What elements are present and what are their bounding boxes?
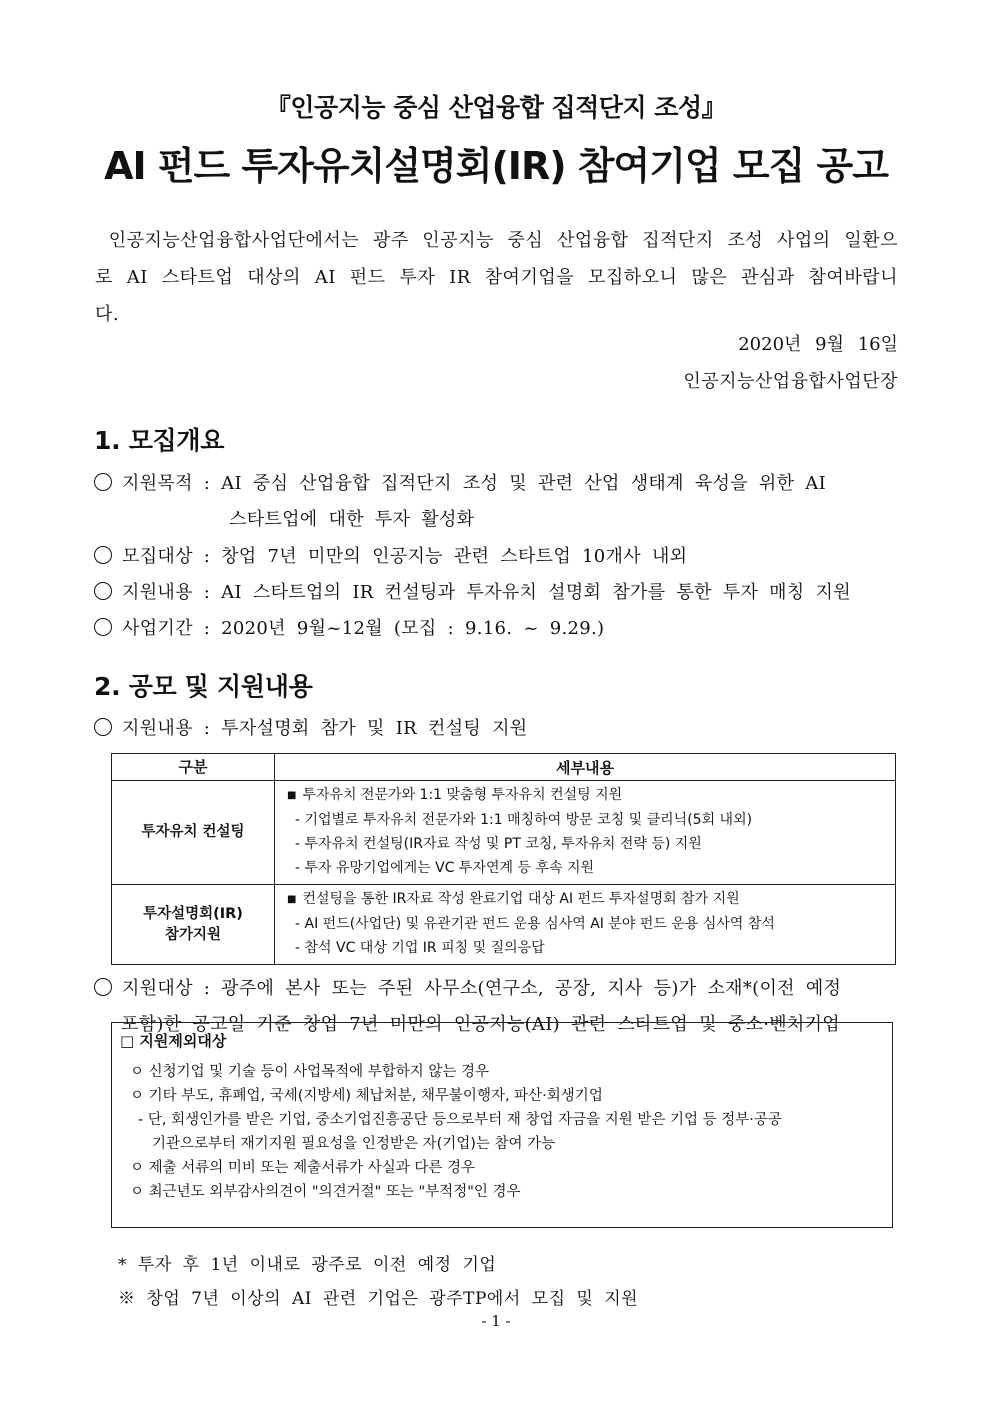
table-header-category: 구분 (112, 754, 275, 781)
table-cell-details (275, 781, 896, 885)
circle-bullet-icon (94, 582, 112, 600)
circle-bullet-icon (94, 546, 112, 564)
detail-line: - 투자 유망기업에게는 VC 투자연계 등 후속 지원 (295, 860, 594, 876)
section-2-heading: 2. 공모 및 지원내용 (94, 672, 313, 701)
detail-line: ■ 투자유치 전문가와 1:1 맞춤형 투자유치 컨설팅 지원 (287, 787, 623, 803)
issuer-name: 인공지능산업융합사업단장 (683, 371, 898, 392)
footnote: * 투자 후 1년 이내로 광주로 이전 예정 기업 (118, 1255, 497, 1275)
detail-line: ■ 컨설팅을 통한 IR자료 작성 완료기업 대상 AI 펀드 투자설명회 참가 지원 (287, 891, 740, 907)
list-item: 지원내용 : 투자설명회 참가 및 IR 컨설팅 지원 (94, 714, 899, 740)
category-line: 참가지원 (164, 926, 222, 943)
document-subtitle: 『인공지능 중심 산업융합 집적단지 조성』 (265, 93, 727, 122)
exclusion-title: □ 지원제외대상 (120, 1032, 227, 1050)
list-item: 지원목적 : AI 중심 산업융합 집적단지 조성 및 관련 산업 생태계 육성을 위한 AI (94, 469, 899, 495)
detail-line: - AI 펀드(사업단) 및 유관기관 펀드 운용 심사역 AI 분야 펀드 운용 심사역 참석 (295, 916, 775, 932)
detail-line: - 기업별로 투자유치 전문가와 1:1 매칭하여 방문 코칭 및 클리닉(5회 내외) (295, 812, 753, 828)
page-number: - 1 - (481, 1312, 511, 1330)
exclusion-line: - 단, 회생인가를 받은 기업, 중소기업진흥공단 등으로부터 재 창업 자금을 지원 받은 기업 등 정부·공공 (138, 1112, 782, 1128)
table-cell-details (275, 885, 896, 965)
list-item: 모집대상 : 창업 7년 미만의 인공지능 관련 스타트업 10개사 내외 (94, 542, 899, 568)
square-bullet-icon: ■ (287, 894, 297, 905)
exclusion-line: 기관으로부터 재기지원 필요성을 인정받은 자(기업)는 참여 가능 (152, 1136, 556, 1152)
exclusion-line: ㅇ 신청기업 및 기술 등이 사업목적에 부합하지 않는 경우 (130, 1064, 490, 1080)
document-title: AI 펀드 투자유치설명회(IR) 참여기업 모집 공고 (104, 144, 888, 188)
announcement-date: 2020년 9월 16일 (738, 334, 898, 355)
intro-paragraph: 인공지능산업융합사업단에서는 광주 인공지능 중심 산업융합 집적단지 조성 사업의 일환으로 AI 스타트업 대상의 AI 펀드 투자 IR 참여기업을 모집하오니 많은 관심과 참여바랍니다. (95, 230, 898, 325)
footnote: ※ 창업 7년 이상의 AI 관련 기업은 광주TP에서 모집 및 지원 (118, 1289, 639, 1309)
list-item: 사업기간 : 2020년 9월~12월 (모집 : 9.16. ~ 9.29.) (94, 614, 899, 640)
exclusion-line: ㅇ 기타 부도, 휴폐업, 국세(지방세) 체납처분, 채무불이행자, 파산·회생기업 (130, 1088, 603, 1104)
circle-bullet-icon (94, 618, 112, 636)
table-header-details: 세부내용 (275, 754, 896, 781)
list-item-continuation: 포함)한 공고일 기준 창업 7년 미만의 인공지능(AI) 관련 스타트업 및 중소·벤처기업 (121, 1014, 840, 1035)
table-header-row (112, 754, 896, 781)
category-line: 투자설명회(IR) (143, 905, 243, 922)
circle-bullet-icon (94, 718, 112, 736)
detail-line: - 투자유치 컨설팅(IR자료 작성 및 PT 코칭, 투자유치 전략 등) 지원 (295, 836, 702, 852)
exclusion-box (111, 1022, 893, 1228)
table-cell-category (112, 885, 275, 965)
detail-line: - 참석 VC 대상 기업 IR 피칭 및 질의응답 (295, 940, 545, 956)
list-item-continuation: 스타트업에 대한 투자 활성화 (229, 509, 475, 530)
table-cell-category: 투자유치 컨설팅 (112, 781, 275, 885)
square-bullet-icon: ■ (287, 790, 297, 801)
circle-bullet-icon (94, 473, 112, 491)
section-1-heading: 1. 모집개요 (94, 426, 225, 455)
circle-bullet-icon (94, 978, 112, 996)
list-item: 지원내용 : AI 스타트업의 IR 컨설팅과 투자유치 설명회 참가를 통한 투자 매칭 지원 (94, 578, 899, 604)
exclusion-line: ㅇ 제출 서류의 미비 또는 제출서류가 사실과 다른 경우 (130, 1160, 476, 1176)
table-row (112, 781, 896, 885)
exclusion-line: ㅇ 최근년도 외부감사의견이 "의견거절" 또는 "부적정"인 경우 (130, 1184, 521, 1200)
support-table (111, 753, 896, 965)
table-row (112, 885, 896, 965)
list-item: 지원대상 : 광주에 본사 또는 주된 사무소(연구소, 공장, 지사 등)가 소재*(이전 예정 (94, 974, 899, 1000)
